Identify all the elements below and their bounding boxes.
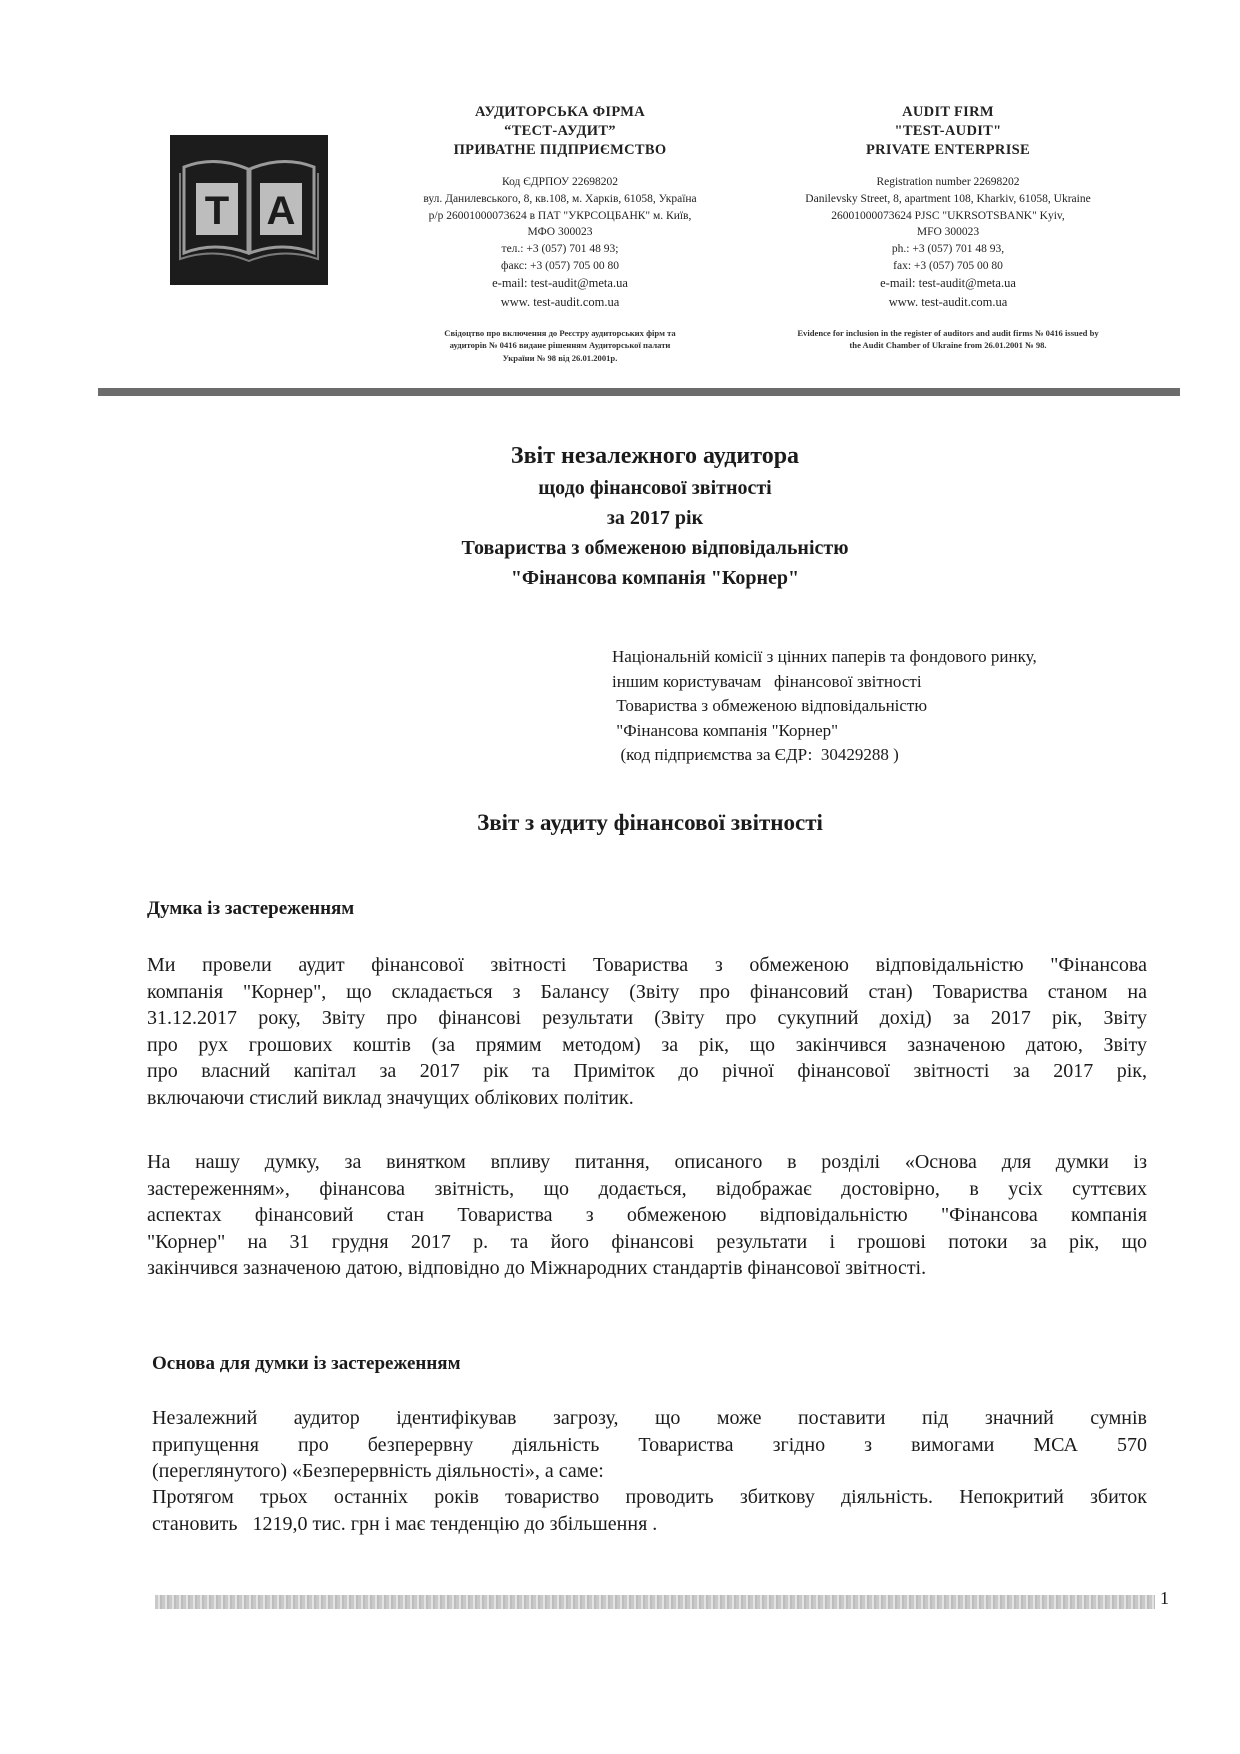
registry-evidence-ua bbox=[390, 327, 730, 364]
addressee-line: "Фінансова компанія "Корнер" bbox=[612, 720, 839, 740]
fax: fax: +3 (057) 705 00 80 bbox=[893, 259, 1003, 272]
text-line: компанія "Корнер", що складається з Балансу (Звіту про фінансовий стан) Товариства станом на bbox=[147, 980, 1147, 1003]
page-number: 1 bbox=[1160, 1588, 1169, 1608]
contacts-en bbox=[768, 274, 1128, 310]
text-line: про власний капітал за 2017 рік та Приміток до річної фінансової звітності за 2017 рік, bbox=[147, 1060, 1147, 1082]
firm-line: ПРИВАТНЕ ПІДПРИЄМСТВО bbox=[453, 142, 667, 159]
logo-letter-t: T bbox=[204, 189, 230, 233]
evidence-line: the Audit Chamber of Ukraine from 26.01.2001 № 98. bbox=[849, 340, 1047, 351]
text-line: "Корнер" на 31 грудня 2017 р. та його фінансові результати і грошові потоки за рік, що bbox=[147, 1230, 1147, 1253]
text-line: На нашу думку, за винятком впливу питання, описаного в розділі «Основа для думки із bbox=[147, 1151, 1147, 1173]
firm-line: AUDIT FIRM bbox=[902, 104, 994, 120]
firm-line: PRIVATE ENTERPRISE bbox=[865, 142, 1030, 159]
title-line: Звіт незалежного аудитора bbox=[510, 443, 800, 469]
text-line: про рух грошових коштів (за прямим методом) за рік, що закінчився зазначеною датою, Звіту bbox=[147, 1033, 1147, 1056]
text-line: аспектах фінансовий стан Товариства з обмеженою відповідальністю "Фінансова компанія bbox=[147, 1204, 1147, 1226]
website: www. test-audit.com.ua bbox=[888, 294, 1008, 309]
basis-paragraph-2 bbox=[152, 1484, 1147, 1537]
text-line: Ми провели аудит фінансової звітності Товариства з обмеженою відповідальністю "Фінансова bbox=[147, 954, 1147, 976]
addressee-block bbox=[612, 645, 1152, 768]
opinion-paragraph-1 bbox=[147, 952, 1147, 1111]
basis-paragraph-1 bbox=[152, 1405, 1147, 1485]
evidence-line: Свідоцтво про включення до Реєстру аудиторських фірм та bbox=[444, 327, 676, 338]
text-line: становить 1219,0 тис. грн і має тенденцію до збільшення . bbox=[152, 1512, 658, 1535]
basis-heading: Основа для думки із застереженням bbox=[152, 1353, 461, 1374]
contacts-ua bbox=[390, 274, 730, 310]
registration-code: Код ЄДРПОУ 22698202 bbox=[501, 176, 619, 189]
text-line: Протягом трьох останніх років товариство проводить збиткову діяльність. Непокритий збиток bbox=[152, 1486, 1147, 1508]
evidence-line: аудиторів № 0416 видане рішенням Аудиторської палати bbox=[449, 340, 671, 351]
firm-details-ua bbox=[390, 174, 730, 274]
title-line: Товариства з обмеженою відповідальністю bbox=[461, 537, 849, 559]
evidence-line: України № 98 від 26.01.2001р. bbox=[502, 352, 618, 363]
bank-account: 26001000073624 PJSC "UKRSOTSBANK" Kyiv, bbox=[831, 209, 1065, 222]
registration-code: Registration number 22698202 bbox=[876, 176, 1020, 189]
addressee-line: (код підприємства за ЄДР: 30429288 ) bbox=[612, 745, 899, 764]
text-line: припущення про безперервну діяльність Товариства згідно з вимогами МСА 570 bbox=[152, 1433, 1147, 1456]
letterhead-ukrainian bbox=[390, 103, 730, 364]
bank-mfo: МФО 300023 bbox=[527, 226, 593, 239]
logo-letter-a: A bbox=[266, 189, 296, 233]
bank-mfo: MFO 300023 bbox=[916, 226, 980, 239]
firm-line: "TEST-AUDIT" bbox=[894, 123, 1002, 140]
evidence-line: Evidence for inclusion in the register of auditors and audit firms № 0416 issued by bbox=[797, 327, 1099, 338]
opinion-paragraph-2 bbox=[147, 1149, 1147, 1282]
email: e-mail: test-audit@meta.ua bbox=[492, 276, 628, 291]
address: Danilevsky Street, 8, apartment 108, Kharkiv, 61058, Ukraine bbox=[805, 193, 1091, 206]
opinion-heading: Думка із застереженням bbox=[147, 898, 355, 919]
firm-line: “ТЕСТ-АУДИТ” bbox=[504, 123, 616, 140]
letterhead-english bbox=[768, 103, 1128, 352]
firm-details-en bbox=[768, 174, 1128, 274]
text-line: включаючи стислий виклад значущих облікових політик. bbox=[147, 1086, 634, 1109]
footer-divider bbox=[155, 1595, 1155, 1609]
addressee-line: іншим користувачам фінансової звітності bbox=[612, 671, 922, 691]
text-line: 31.12.2017 року, Звіту про фінансові результати (Звіту про сукупний дохід) за 2017 рік, Звіту bbox=[147, 1007, 1147, 1029]
text-line: застереженням», фінансова звітність, що додається, відображає достовірно, в усіх суттєвих bbox=[147, 1177, 1147, 1200]
title-line: за 2017 рік bbox=[606, 507, 704, 529]
text-line: (переглянутого) «Безперервність діяльності», а саме: bbox=[152, 1460, 604, 1482]
address: вул. Данилевського, 8, кв.108, м. Харків, 61058, Україна bbox=[423, 193, 697, 206]
addressee-line: Національній комісії з цінних паперів та фондового ринку, bbox=[612, 647, 1037, 666]
phone: тел.: +3 (057) 701 48 93; bbox=[501, 243, 619, 256]
text-line: Незалежний аудитор ідентифікував загрозу, що може поставити під значний сумнів bbox=[152, 1407, 1147, 1429]
open-book-icon bbox=[170, 135, 328, 285]
company-logo bbox=[170, 135, 328, 285]
report-title bbox=[260, 440, 1050, 593]
fax: факс: +3 (057) 705 00 80 bbox=[501, 259, 619, 272]
firm-name-ua bbox=[390, 103, 730, 160]
title-line: "Фінансова компанія "Корнер" bbox=[510, 567, 800, 589]
phone: ph.: +3 (057) 701 48 93, bbox=[891, 243, 1005, 256]
section-heading: Звіт з аудиту фінансової звітності bbox=[477, 810, 823, 835]
text-line: закінчився зазначеною датою, відповідно до Міжнародних стандартів фінансової звітності. bbox=[147, 1257, 927, 1279]
firm-name-en bbox=[768, 103, 1128, 160]
registry-evidence-en bbox=[768, 327, 1128, 352]
email: e-mail: test-audit@meta.ua bbox=[880, 276, 1016, 291]
firm-line: АУДИТОРСЬКА ФІРМА bbox=[474, 104, 646, 120]
addressee-line: Товариства з обмеженою відповідальністю bbox=[612, 696, 928, 715]
header-divider bbox=[98, 388, 1180, 396]
website: www. test-audit.com.ua bbox=[500, 294, 620, 309]
bank-account: р/р 26001000073624 в ПАТ "УКРСОЦБАНК" м. Київ, bbox=[428, 209, 692, 222]
title-line: щодо фінансової звітності bbox=[538, 477, 772, 499]
